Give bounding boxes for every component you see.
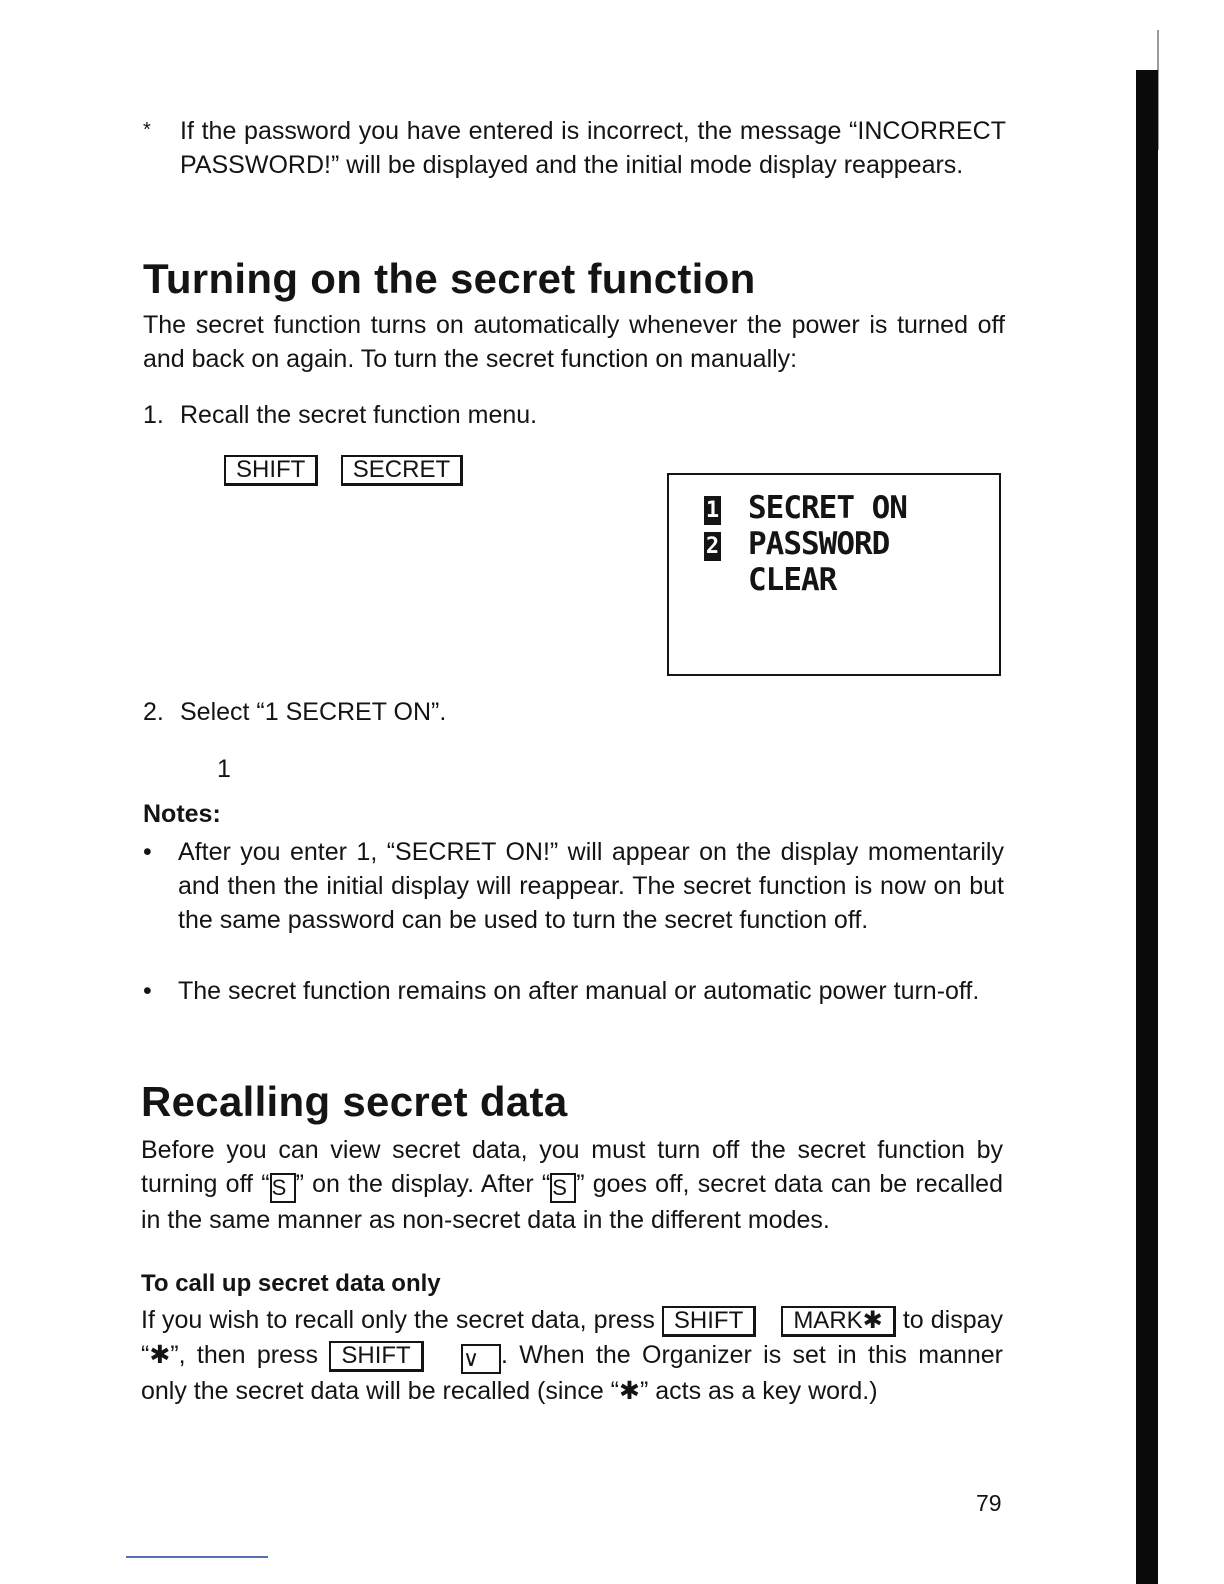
sub-text-part1: If you wish to recall only the secret data, press [141, 1306, 655, 1334]
lcd-option-password: PASSWORD [748, 526, 890, 562]
section1-intro: The secret function turns on automatically whenever the power is turned off and back on again. To turn the secret function on manually: [143, 311, 1005, 373]
sub-text-part2: to dispay “✱”, then press [141, 1306, 1004, 1369]
lcd-number-2: 2 [705, 534, 720, 559]
mark-key: MARK✱ [781, 1306, 895, 1337]
subheading-secret-only: To call up secret data only [141, 1270, 441, 1297]
subsection-paragraph [141, 1303, 1003, 1409]
step2-input-key: 1 [217, 755, 231, 783]
shift-key-2: SHIFT [662, 1306, 756, 1337]
note-asterisk: * [143, 119, 151, 141]
note-2-text: The secret function remains on after manual or automatic power turn-off. [178, 977, 980, 1005]
bullet-1: • [143, 838, 152, 866]
footnote-rule [126, 1556, 268, 1558]
section2-text-part2: ” on the display. After “ [295, 1170, 551, 1198]
note-1-text: After you enter 1, “SECRET ON!” will appear on the display momentarily and then the initial display will reappear. The secret function is now on but the same password can be used to turn the secret function off. [178, 838, 1004, 934]
lcd-option-clear: CLEAR [748, 562, 837, 598]
step1-text: Recall the secret function menu. [180, 401, 538, 429]
down-arrow-key: ∨ [461, 1344, 501, 1374]
intro-note-text: If the password you have entered is incorrect, the message “INCORRECT PASSWORD!” will be displayed and the initial mode display reappears. [180, 117, 1006, 179]
page-edge-bar [1136, 70, 1158, 1584]
lcd-option-secret-on: SECRET ON [748, 490, 907, 526]
section2-text-part3: ” goes off, secret data can be recalled in the same manner as non-secret data in the different modes. [141, 1170, 1003, 1234]
secret-indicator-icon: S [270, 1173, 296, 1203]
shift-key-3: SHIFT [329, 1341, 423, 1372]
shift-key: SHIFT [224, 455, 318, 486]
secret-key: SECRET [341, 455, 463, 486]
section2-text-part1: Before you can view secret data, you must turn off the secret function by turning off “ [141, 1136, 1003, 1198]
section-heading-turning-on: Turning on the secret function [143, 255, 756, 302]
step2-number: 2. [143, 698, 164, 726]
sub-text-part3: . When the Organizer is set in this manner only the secret data will be recalled (since “✱” acts as a key word.) [141, 1341, 1004, 1405]
section-heading-recalling: Recalling secret data [141, 1078, 568, 1125]
step1-number: 1. [143, 401, 164, 429]
page-number: 79 [976, 1490, 1002, 1516]
step1-key-sequence [224, 455, 463, 486]
step2-text: Select “1 SECRET ON”. [180, 698, 447, 726]
notes-heading: Notes: [143, 800, 221, 828]
lcd-display [667, 473, 1001, 676]
secret-indicator-icon-2: S [550, 1173, 576, 1203]
section2-paragraph [141, 1133, 1003, 1237]
bullet-2: • [143, 977, 152, 1005]
lcd-number-1: 1 [705, 498, 720, 523]
